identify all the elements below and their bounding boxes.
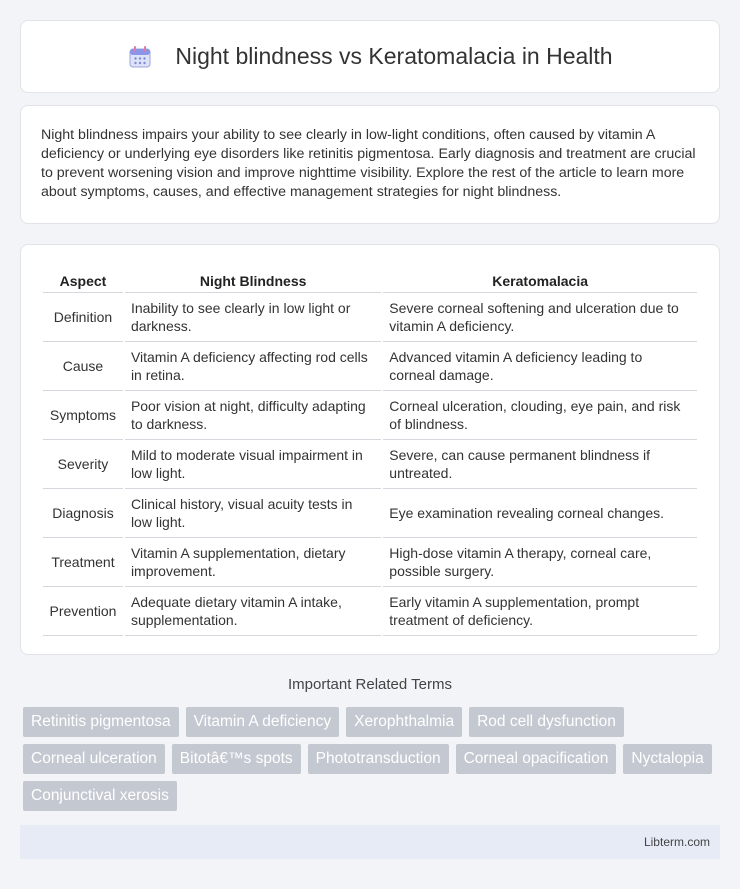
related-term-tag[interactable]: Retinitis pigmentosa [23,707,179,737]
footer [20,825,720,859]
table-row [43,538,697,587]
page-title: Night blindness vs Keratomalacia in Health [175,43,613,69]
calendar-icon [127,44,153,70]
row-night-blindness: Inability to see clearly in low light or darkness. [125,293,381,342]
row-night-blindness: Poor vision at night, difficulty adapting to darkness. [125,391,381,440]
row-keratomalacia: Early vitamin A supplementation, prompt treatment of deficiency. [383,587,697,636]
intro-card [20,105,720,224]
header-aspect: Aspect [43,265,123,293]
related-term-tag[interactable]: Corneal opacification [456,744,617,774]
related-term-tag[interactable]: Rod cell dysfunction [469,707,624,737]
row-night-blindness: Vitamin A deficiency affecting rod cells in retina. [125,342,381,391]
table-row [43,587,697,636]
row-night-blindness: Clinical history, visual acuity tests in low light. [125,489,381,538]
header-keratomalacia: Keratomalacia [383,265,697,293]
header-night-blindness: Night Blindness [125,265,381,293]
related-term-tag[interactable]: Nyctalopia [623,744,711,774]
row-keratomalacia: High-dose vitamin A therapy, corneal care, possible surgery. [383,538,697,587]
row-aspect: Definition [43,293,123,342]
related-term-tag[interactable]: Xerophthalmia [346,707,462,737]
row-night-blindness: Adequate dietary vitamin A intake, supplementation. [125,587,381,636]
row-keratomalacia: Severe, can cause permanent blindness if untreated. [383,440,697,489]
table-row [43,489,697,538]
header-card [20,20,720,93]
row-keratomalacia: Severe corneal softening and ulceration due to vitamin A deficiency. [383,293,697,342]
row-aspect: Prevention [43,587,123,636]
row-keratomalacia: Corneal ulceration, clouding, eye pain, and risk of blindness. [383,391,697,440]
footer-link[interactable]: Libterm.com [643,835,710,849]
related-term-tag[interactable]: Bitotâ€™s spots [172,744,301,774]
related-term-tag[interactable]: Conjunctival xerosis [23,781,177,811]
intro-text: Night blindness impairs your ability to see clearly in low-light conditions, often caused by vitamin A deficiency or underlying eye disorders like retinitis pigmentosa. Early diagnosis and treatment are crucial to prevent worsening vision and improve nighttime visibility. Explore the rest of the article to learn more about symptoms, causes, and effective management strategies for night blindness. [41,127,696,200]
table-header-row [43,265,697,293]
table-row [43,293,697,342]
row-night-blindness: Vitamin A supplementation, dietary improvement. [125,538,381,587]
table-row [43,391,697,440]
row-keratomalacia: Eye examination revealing corneal changes. [383,489,697,538]
row-aspect: Severity [43,440,123,489]
related-term-tag[interactable]: Phototransduction [308,744,449,774]
table-row [43,440,697,489]
row-keratomalacia: Advanced vitamin A deficiency leading to corneal damage. [383,342,697,391]
row-aspect: Cause [43,342,123,391]
related-terms-list [23,707,723,818]
comparison-table [41,265,699,636]
row-aspect: Symptoms [43,391,123,440]
related-term-tag[interactable]: Vitamin A deficiency [186,707,340,737]
table-row [43,342,697,391]
row-aspect: Diagnosis [43,489,123,538]
row-aspect: Treatment [43,538,123,587]
comparison-card [20,244,720,655]
related-terms-title: Important Related Terms [288,676,452,693]
related-term-tag[interactable]: Corneal ulceration [23,744,165,774]
row-night-blindness: Mild to moderate visual impairment in low light. [125,440,381,489]
